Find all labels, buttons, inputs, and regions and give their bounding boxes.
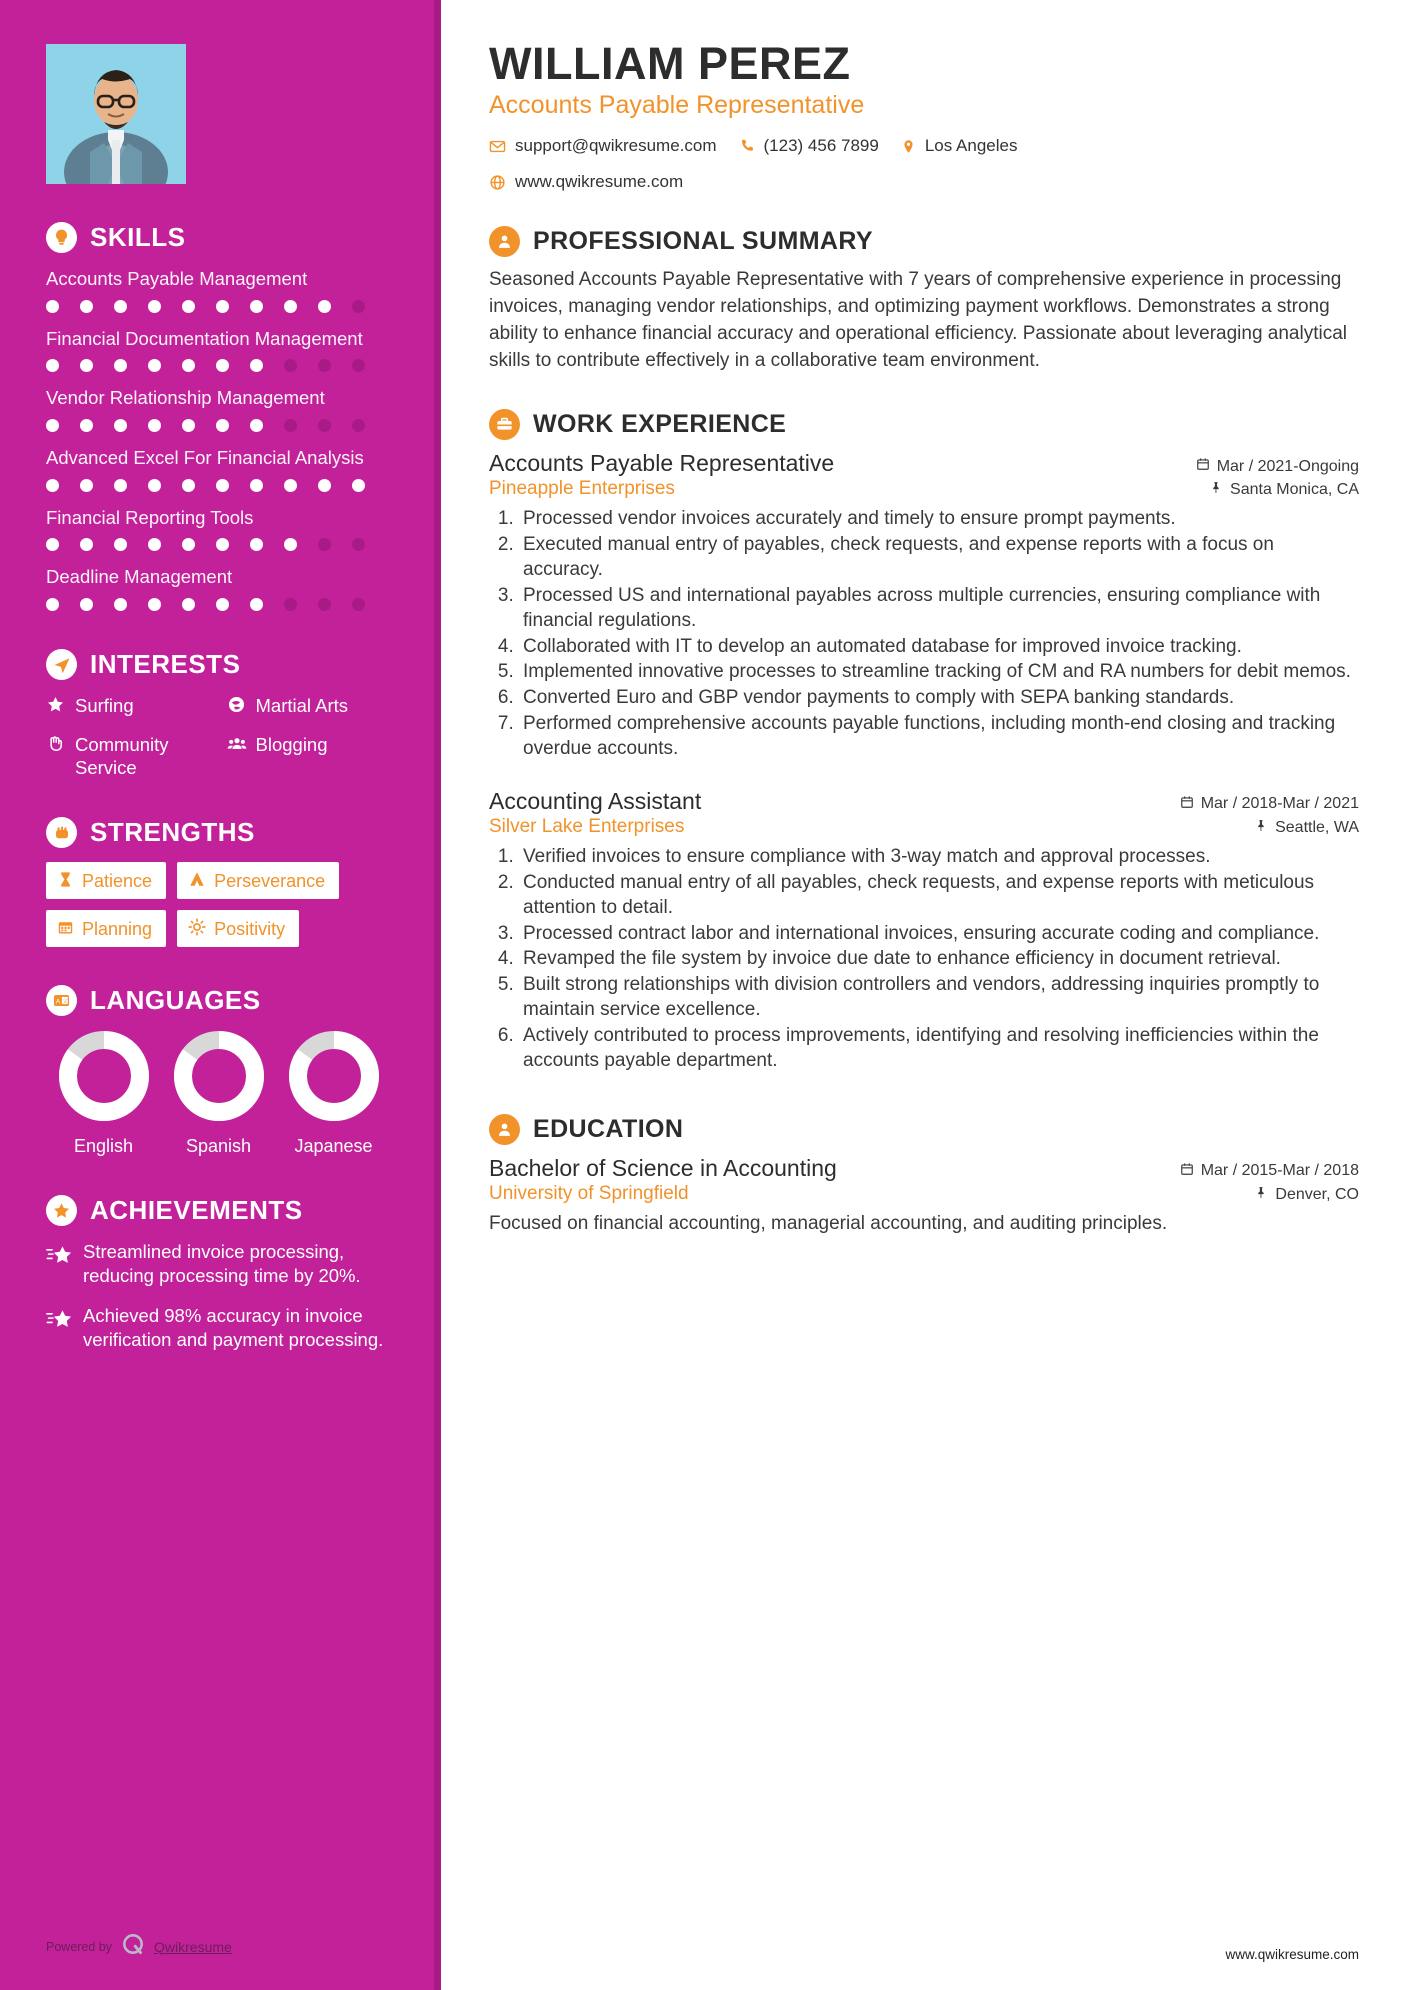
graduation-icon <box>489 1114 520 1145</box>
skill-level-dot <box>182 300 195 313</box>
education-location-text: Denver, CO <box>1275 1185 1359 1203</box>
skill-level-dot <box>284 419 297 432</box>
strength-chip <box>177 862 339 899</box>
skill-level-dot <box>80 419 93 432</box>
education-dates <box>1180 1162 1359 1181</box>
skill-level-dots <box>46 300 395 313</box>
paper-plane-icon <box>46 649 77 680</box>
education-entry <box>489 1155 1359 1236</box>
job-bullet: 4. Revamped the file system by invoice due date to enhance efficiency in document retrieval. <box>519 947 1359 972</box>
skill-level-dot <box>80 598 93 611</box>
skill-level-dot <box>250 359 263 372</box>
job-dates <box>1196 457 1359 476</box>
skill-level-dot <box>216 598 229 611</box>
skill-level-dot <box>148 359 161 372</box>
achievement-star-icon <box>46 1243 72 1272</box>
job-header <box>489 450 1359 477</box>
job-bullet: 3. Processed US and international payables across multiple currencies, ensuring compliance with financial regulations. <box>519 584 1359 634</box>
strengths-list <box>46 862 395 947</box>
job-bullet: 4. Collaborated with IT to develop an automated database for improved invoice tracking. <box>519 635 1359 660</box>
interest-label: Martial Arts <box>255 695 349 717</box>
job-location-text: Seattle, WA <box>1275 818 1359 836</box>
contact-text: support@qwikresume.com <box>515 136 717 156</box>
skill-level-dot <box>148 538 161 551</box>
calendar-icon <box>1196 457 1210 476</box>
skill-name: Vendor Relationship Management <box>46 387 325 409</box>
skill-level-dot <box>216 300 229 313</box>
job-role-subtitle: Accounts Payable Representative <box>489 91 865 120</box>
interests-title: INTERESTS <box>90 649 241 680</box>
skill-level-dot <box>318 359 331 372</box>
lightbulb-icon <box>46 222 77 253</box>
contact-item[interactable] <box>489 172 683 192</box>
map-pin-icon <box>1210 481 1223 499</box>
sidebar-footer <box>46 1931 232 1962</box>
skill-level-dot <box>318 300 331 313</box>
hourglass-icon <box>57 871 74 891</box>
skill-level-dot <box>284 538 297 551</box>
skill-level-dot <box>182 538 195 551</box>
user-circle-icon <box>489 226 520 257</box>
strength-label: Patience <box>82 870 153 891</box>
language-donut-chart <box>58 1030 150 1122</box>
job-bullet-list <box>519 507 1359 762</box>
job-bullet: 7. Performed comprehensive accounts payable functions, including month-end closing and tracking overdue accounts. <box>519 712 1359 762</box>
qwikresume-link[interactable]: Qwikresume <box>154 1938 232 1955</box>
skills-list <box>46 267 395 611</box>
section-header-languages <box>46 985 395 1016</box>
job-company: Silver Lake Enterprises <box>489 815 685 837</box>
skill-level-dot <box>284 300 297 313</box>
languages-list <box>46 1030 395 1157</box>
skill-name: Accounts Payable Management <box>46 268 308 289</box>
skill-level-dot <box>352 300 365 313</box>
skill-level-dot <box>216 538 229 551</box>
skill-level-dot <box>352 538 365 551</box>
job-bullet: 2. Conducted manual entry of all payables, check requests, and expense reports with meticulous attention to detail. <box>519 871 1359 921</box>
job-entry <box>489 788 1359 1074</box>
powered-by-label: Powered by <box>46 1939 113 1954</box>
main-content <box>441 0 1407 1990</box>
skill-level-dots <box>46 359 395 372</box>
strengths-title: STRENGTHS <box>90 817 255 848</box>
language-label: English <box>73 1136 134 1157</box>
interest-label: Surfing <box>75 695 134 717</box>
skill-item <box>46 446 395 492</box>
map-pin-icon <box>901 139 916 154</box>
language-label: Japanese <box>294 1136 373 1157</box>
main-footer-website: www.qwikresume.com <box>1225 1947 1359 1962</box>
job-bullet: 1. Processed vendor invoices accurately and timely to ensure prompt payments. <box>519 507 1359 532</box>
hand-icon <box>46 734 66 758</box>
job-bullet: 6. Actively contributed to process improvements, identifying and resolving inefficiencies within the accounts payable department. <box>519 1024 1359 1074</box>
skill-level-dot <box>250 300 263 313</box>
job-subheader <box>489 478 1359 500</box>
achievement-item <box>46 1240 395 1288</box>
svg-text:文: 文 <box>61 999 68 1006</box>
job-dates-text: Mar / 2021-Ongoing <box>1216 457 1359 475</box>
skill-level-dots <box>46 479 395 492</box>
job-location-text: Santa Monica, CA <box>1230 481 1359 499</box>
skill-level-dot <box>114 419 127 432</box>
strength-label: Planning <box>82 918 153 939</box>
section-header-achievements <box>46 1195 395 1226</box>
interest-item <box>227 733 396 779</box>
education-description: Focused on financial accounting, managerial accounting, and auditing principles. <box>489 1212 1168 1234</box>
job-bullet: 2. Executed manual entry of payables, check requests, and expense reports with a focus on accuracy. <box>519 533 1359 583</box>
briefcase-icon <box>489 409 520 440</box>
skill-item <box>46 327 395 373</box>
job-bullet: 1. Verified invoices to ensure compliance with 3-way match and approval processes. <box>519 845 1359 870</box>
globe-icon <box>489 174 506 191</box>
mountain-icon <box>188 870 206 891</box>
skill-name: Financial Reporting Tools <box>46 506 254 528</box>
skill-level-dot <box>46 598 59 611</box>
fist-icon <box>46 817 77 848</box>
achievements-list <box>46 1240 395 1351</box>
skill-item <box>46 506 395 552</box>
qwikresume-logo-icon <box>120 1931 146 1962</box>
skill-name: Deadline Management <box>46 566 233 588</box>
interest-label: Blogging <box>255 734 328 756</box>
star-icon <box>46 695 66 719</box>
skill-level-dot <box>318 598 331 611</box>
job-entry <box>489 450 1359 762</box>
skill-level-dot <box>250 538 263 551</box>
skill-level-dot <box>148 300 161 313</box>
skill-level-dot <box>114 300 127 313</box>
skill-level-dot <box>46 479 59 492</box>
job-location <box>1255 819 1359 837</box>
achievement-text: Achieved 98% accuracy in invoice verification and payment processing. <box>83 1304 384 1350</box>
skill-level-dot <box>216 479 229 492</box>
interest-item <box>46 733 215 779</box>
contact-text: Los Angeles <box>924 136 1018 156</box>
skill-level-dot <box>114 479 127 492</box>
skill-level-dot <box>250 479 263 492</box>
achievement-item <box>46 1304 395 1352</box>
job-subheader <box>489 816 1359 838</box>
skill-level-dot <box>352 598 365 611</box>
job-header <box>489 788 1359 815</box>
job-bullet-list <box>519 845 1359 1074</box>
skill-level-dot <box>80 359 93 372</box>
strength-chip <box>46 862 166 899</box>
contact-text: www.qwikresume.com <box>515 172 684 192</box>
summary-title: PROFESSIONAL SUMMARY <box>533 227 873 256</box>
skill-level-dot <box>250 598 263 611</box>
school-name: University of Springfield <box>489 1182 689 1204</box>
skill-level-dots <box>46 538 395 551</box>
page-title: WILLIAM PEREZ <box>489 38 851 89</box>
skill-level-dot <box>46 538 59 551</box>
skill-item <box>46 565 395 611</box>
skill-level-dot <box>46 359 59 372</box>
map-pin-icon <box>1255 1186 1268 1204</box>
users-icon <box>227 734 247 759</box>
skill-level-dot <box>352 419 365 432</box>
skill-level-dot <box>80 538 93 551</box>
sun-icon <box>188 918 206 939</box>
skill-level-dot <box>182 359 195 372</box>
interest-item <box>46 694 215 719</box>
section-header-interests <box>46 649 395 680</box>
skill-level-dot <box>80 479 93 492</box>
globe-badge-icon <box>227 695 247 719</box>
job-title: Accounting Assistant <box>489 787 702 814</box>
job-dates <box>1180 795 1359 814</box>
translate-icon <box>46 985 77 1016</box>
skill-level-dot <box>114 538 127 551</box>
interest-item <box>227 694 396 719</box>
work-title: WORK EXPERIENCE <box>533 410 787 439</box>
language-label: Spanish <box>185 1136 252 1157</box>
skill-level-dot <box>216 359 229 372</box>
skill-level-dot <box>352 479 365 492</box>
achievement-star-icon <box>46 1307 72 1336</box>
work-list <box>489 450 1359 1074</box>
language-donut-chart <box>288 1030 380 1122</box>
education-title: EDUCATION <box>533 1114 684 1143</box>
sidebar <box>0 0 441 1990</box>
interests-list <box>46 694 395 779</box>
contact-item[interactable] <box>901 136 1018 156</box>
languages-title: LANGUAGES <box>90 985 261 1016</box>
star-badge-icon <box>46 1195 77 1226</box>
strength-label: Perseverance <box>214 870 326 891</box>
strength-chip <box>177 910 299 947</box>
skill-item <box>46 386 395 432</box>
degree-title: Bachelor of Science in Accounting <box>489 1154 837 1181</box>
map-pin-icon <box>1255 819 1268 837</box>
skill-level-dot <box>80 300 93 313</box>
strength-chip <box>46 910 166 947</box>
job-title: Accounts Payable Representative <box>489 450 835 477</box>
language-donut-chart <box>173 1030 265 1122</box>
job-dates-text: Mar / 2018-Mar / 2021 <box>1200 795 1359 813</box>
skill-level-dot <box>182 479 195 492</box>
language-item <box>161 1030 276 1157</box>
language-item <box>46 1030 161 1157</box>
envelope-icon <box>489 138 506 155</box>
skill-level-dot <box>182 419 195 432</box>
svg-text:A: A <box>55 998 61 1006</box>
achievements-title: ACHIEVEMENTS <box>90 1195 303 1226</box>
contact-item[interactable] <box>739 136 879 156</box>
calendar-icon <box>1180 795 1194 814</box>
section-header-strengths <box>46 817 395 848</box>
strength-label: Positivity <box>214 918 286 939</box>
section-header-skills <box>46 222 395 253</box>
skill-level-dot <box>148 479 161 492</box>
calendar-icon <box>57 919 74 939</box>
language-item <box>276 1030 391 1157</box>
skill-level-dot <box>284 479 297 492</box>
skill-level-dot <box>318 538 331 551</box>
skill-level-dot <box>216 419 229 432</box>
job-bullet: 5. Built strong relationships with division controllers and vendors, addressing inquiries promptly to maintain service excellence. <box>519 973 1359 1023</box>
job-company: Pineapple Enterprises <box>489 478 675 500</box>
skill-level-dot <box>318 479 331 492</box>
interest-label: Community Service <box>75 734 169 779</box>
calendar-icon <box>1180 1162 1194 1181</box>
skill-name: Financial Documentation Management <box>46 327 363 349</box>
skill-level-dot <box>284 598 297 611</box>
skill-level-dots <box>46 419 395 432</box>
skill-level-dot <box>182 598 195 611</box>
skill-level-dot <box>284 359 297 372</box>
skill-level-dot <box>148 419 161 432</box>
education-location <box>1255 1186 1359 1204</box>
skill-level-dot <box>114 598 127 611</box>
phone-icon <box>739 138 755 154</box>
education-dates-text: Mar / 2015-Mar / 2018 <box>1200 1162 1359 1180</box>
job-location <box>1210 481 1359 499</box>
skill-name: Advanced Excel For Financial Analysis <box>46 447 364 469</box>
summary-text: Seasoned Accounts Payable Representative with 7 years of comprehensive experience in processing invoices, managing vendor relationships, and optimizing payment workflows. Demonstrates a strong ability to enhance financial accuracy and operational efficiency. Passionate about leveraging analytical skills to contribute effectively in a collaborative team environment. <box>489 269 1348 372</box>
skill-level-dot <box>318 419 331 432</box>
skill-level-dot <box>352 359 365 372</box>
job-bullet: 6. Converted Euro and GBP vendor payments to comply with SEPA banking standards. <box>519 686 1359 711</box>
skill-level-dot <box>114 359 127 372</box>
contact-text: (123) 456 7899 <box>763 136 879 156</box>
achievement-text: Streamlined invoice processing, reducing processing time by 20%. <box>83 1241 361 1287</box>
contact-item[interactable] <box>489 136 717 156</box>
section-header-education <box>489 1114 1359 1145</box>
skills-title: SKILLS <box>90 222 186 252</box>
skill-level-dot <box>46 419 59 432</box>
job-bullet: 3. Processed contract labor and international invoices, ensuring accurate coding and compliance. <box>519 922 1359 947</box>
skill-level-dot <box>148 598 161 611</box>
skill-level-dot <box>46 300 59 313</box>
section-header-work <box>489 409 1359 440</box>
skill-level-dots <box>46 598 395 611</box>
skill-item <box>46 267 395 313</box>
contact-info <box>489 136 1359 192</box>
job-bullet: 5. Implemented innovative processes to streamline tracking of CM and RA numbers for debit memos. <box>519 660 1359 685</box>
skill-level-dot <box>250 419 263 432</box>
avatar <box>46 44 186 184</box>
section-header-summary <box>489 226 1359 257</box>
